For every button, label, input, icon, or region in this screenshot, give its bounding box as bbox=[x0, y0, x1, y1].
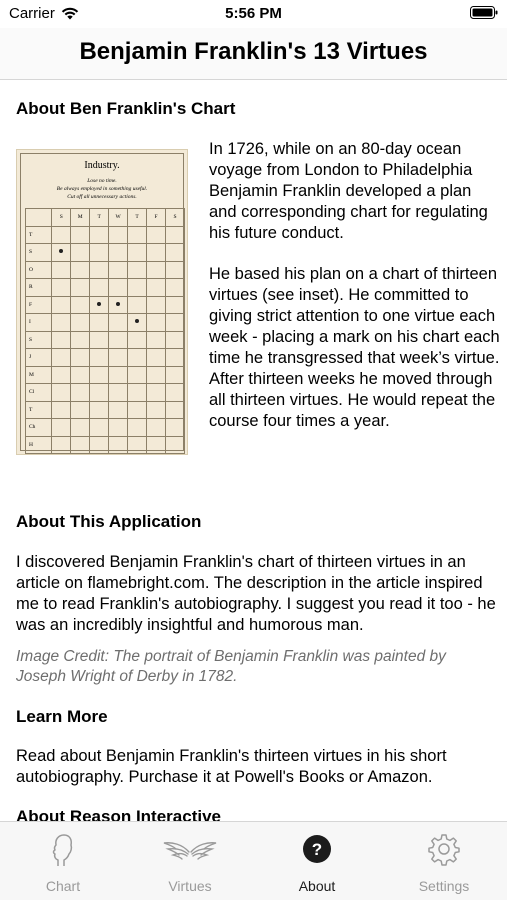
grid-day-header: S bbox=[166, 209, 185, 227]
grid-cell bbox=[166, 419, 185, 437]
grid-cell bbox=[109, 401, 128, 419]
grid-row-label: Cl bbox=[26, 384, 52, 402]
grid-row-label: F bbox=[26, 296, 52, 314]
grid-cell bbox=[52, 314, 71, 332]
grid-cell bbox=[128, 261, 147, 279]
transgression-mark bbox=[135, 319, 139, 323]
grid-day-header: S bbox=[52, 209, 71, 227]
virtue-grid-header bbox=[26, 209, 185, 227]
grid-row bbox=[26, 401, 185, 419]
grid-cell bbox=[128, 366, 147, 384]
grid-cell bbox=[166, 296, 185, 314]
tab-chart[interactable] bbox=[0, 822, 126, 900]
about-reason-heading: About Reason Interactive bbox=[16, 807, 221, 821]
transgression-mark bbox=[116, 302, 120, 306]
grid-cell bbox=[90, 384, 109, 402]
transgression-mark bbox=[97, 302, 101, 306]
grid-cell bbox=[71, 261, 90, 279]
grid-cell bbox=[147, 349, 166, 367]
chart-image-title: Industry. bbox=[84, 160, 120, 171]
about-chart-heading: About Ben Franklin's Chart bbox=[16, 99, 236, 118]
grid-cell bbox=[109, 279, 128, 297]
grid-row-label: J bbox=[26, 349, 52, 367]
grid-cell bbox=[90, 279, 109, 297]
question-circle-icon bbox=[300, 832, 334, 866]
svg-text:?: ? bbox=[311, 840, 323, 859]
grid-cell bbox=[71, 384, 90, 402]
grid-row-label: T bbox=[26, 401, 52, 419]
grid-row-label: I bbox=[26, 314, 52, 332]
grid-cell bbox=[166, 314, 185, 332]
grid-cell bbox=[90, 349, 109, 367]
grid-cell bbox=[71, 244, 90, 262]
grid-cell bbox=[109, 244, 128, 262]
grid-cell bbox=[52, 261, 71, 279]
grid-cell bbox=[166, 349, 185, 367]
about-chart-paragraph-2: He based his plan on a chart of thirteen virtues (see inset). He committed to giving strict attention to one virtue each week - placing a mark on his chart each time he transgressed that week’s virtue. After thirteen weeks he moved through all thirteen virtues. He would repeat the course four times a year. bbox=[209, 265, 500, 430]
grid-cell bbox=[71, 436, 90, 454]
grid-cell bbox=[90, 401, 109, 419]
grid-cell bbox=[109, 349, 128, 367]
tab-about[interactable] bbox=[254, 822, 380, 900]
grid-cell bbox=[71, 366, 90, 384]
grid-row bbox=[26, 436, 185, 454]
about-app-paragraph: I discovered Benjamin Franklin's chart of thirteen virtues in an article on flamebright.com. The description in the article inspired me to read Franklin's autobiography. I suggest you read it too - he was an incredibly insightful and humorous man. bbox=[16, 553, 496, 634]
grid-row-label: O bbox=[26, 261, 52, 279]
grid-cell bbox=[128, 296, 147, 314]
grid-cell bbox=[90, 419, 109, 437]
chart-image-line1: Lose no time. bbox=[87, 178, 117, 184]
grid-row bbox=[26, 349, 185, 367]
grid-cell bbox=[128, 436, 147, 454]
grid-cell bbox=[90, 314, 109, 332]
grid-cell bbox=[90, 226, 109, 244]
transgression-mark bbox=[59, 249, 63, 253]
grid-row-label: H bbox=[26, 436, 52, 454]
grid-cell bbox=[166, 401, 185, 419]
grid-cell bbox=[90, 436, 109, 454]
grid-cell bbox=[147, 296, 166, 314]
virtues-chart-image bbox=[16, 149, 188, 455]
franklin-silhouette-icon bbox=[46, 832, 80, 868]
grid-cell bbox=[52, 349, 71, 367]
grid-cell bbox=[109, 436, 128, 454]
tab-virtues[interactable] bbox=[127, 822, 253, 900]
image-credit: Image Credit: The portrait of Benjamin Franklin was painted by Joseph Wright of Derby in 1782. bbox=[16, 648, 446, 685]
grid-row-label: R bbox=[26, 279, 52, 297]
grid-cell bbox=[109, 226, 128, 244]
grid-cell bbox=[166, 436, 185, 454]
chart-image-line3: Cut off all unnecessary actions. bbox=[67, 194, 137, 200]
grid-cell bbox=[147, 384, 166, 402]
grid-row-label: S bbox=[26, 331, 52, 349]
grid-day-header: T bbox=[128, 209, 147, 227]
chart-image-grid bbox=[25, 208, 185, 454]
grid-cell bbox=[71, 279, 90, 297]
grid-cell bbox=[90, 296, 109, 314]
grid-cell bbox=[166, 331, 185, 349]
grid-cell bbox=[147, 401, 166, 419]
grid-cell bbox=[71, 349, 90, 367]
grid-cell bbox=[71, 314, 90, 332]
grid-cell bbox=[90, 366, 109, 384]
wings-icon bbox=[162, 832, 218, 866]
grid-cell bbox=[109, 296, 128, 314]
grid-cell bbox=[52, 226, 71, 244]
grid-cell bbox=[166, 226, 185, 244]
grid-row-label: S bbox=[26, 244, 52, 262]
grid-cell bbox=[128, 384, 147, 402]
grid-cell bbox=[52, 296, 71, 314]
grid-cell bbox=[109, 419, 128, 437]
grid-cell bbox=[52, 419, 71, 437]
tab-virtues-label: Virtues bbox=[168, 878, 212, 894]
grid-cell bbox=[166, 366, 185, 384]
tab-settings[interactable] bbox=[381, 822, 507, 900]
grid-day-header: W bbox=[109, 209, 128, 227]
about-app-heading: About This Application bbox=[16, 512, 202, 531]
grid-cell bbox=[147, 314, 166, 332]
gear-icon bbox=[427, 832, 461, 866]
grid-cell bbox=[109, 331, 128, 349]
learn-more-paragraph: Read about Benjamin Franklin's thirteen virtues in his short autobiography. Purchase it at Powell's Books or Amazon. bbox=[16, 747, 447, 786]
grid-cell bbox=[128, 331, 147, 349]
tab-bar bbox=[0, 821, 507, 900]
page-title: Benjamin Franklin's 13 Virtues bbox=[79, 38, 428, 65]
grid-row bbox=[26, 419, 185, 437]
tab-chart-label: Chart bbox=[45, 878, 81, 894]
grid-cell bbox=[147, 436, 166, 454]
grid-cell bbox=[147, 226, 166, 244]
grid-cell bbox=[166, 244, 185, 262]
grid-cell bbox=[90, 331, 109, 349]
grid-cell bbox=[71, 401, 90, 419]
grid-cell bbox=[52, 384, 71, 402]
grid-row-label: Ch bbox=[26, 419, 52, 437]
grid-cell bbox=[166, 384, 185, 402]
grid-row-label: T bbox=[26, 226, 52, 244]
grid-cell bbox=[52, 436, 71, 454]
about-content[interactable] bbox=[0, 80, 507, 821]
grid-cell bbox=[52, 331, 71, 349]
grid-cell bbox=[147, 261, 166, 279]
learn-more-heading: Learn More bbox=[16, 707, 108, 726]
grid-cell bbox=[128, 226, 147, 244]
status-bar bbox=[0, 0, 507, 28]
grid-row bbox=[26, 296, 185, 314]
status-time: 5:56 PM bbox=[225, 5, 282, 22]
grid-cell bbox=[71, 419, 90, 437]
grid-cell bbox=[109, 314, 128, 332]
battery-icon bbox=[470, 6, 498, 23]
grid-cell bbox=[128, 279, 147, 297]
about-chart-paragraph-1: In 1726, while on an 80-day ocean voyage from London to Philadelphia Benjamin Franklin developed a plan and corresponding chart for regulating his future conduct. bbox=[209, 140, 488, 242]
grid-cell bbox=[52, 366, 71, 384]
grid-day-header: T bbox=[90, 209, 109, 227]
grid-cell bbox=[109, 261, 128, 279]
grid-cell bbox=[52, 244, 71, 262]
grid-cell bbox=[147, 331, 166, 349]
grid-row bbox=[26, 366, 185, 384]
grid-cell bbox=[109, 384, 128, 402]
carrier-label: Carrier bbox=[9, 5, 55, 22]
grid-cell bbox=[52, 401, 71, 419]
grid-row bbox=[26, 244, 185, 262]
grid-row bbox=[26, 384, 185, 402]
grid-row-label: M bbox=[26, 366, 52, 384]
chart-image-line2: Be always employed in something useful. bbox=[56, 186, 148, 192]
navigation-bar bbox=[0, 28, 507, 80]
tab-about-label: About bbox=[298, 878, 336, 894]
virtue-grid-table bbox=[25, 208, 185, 454]
grid-row bbox=[26, 279, 185, 297]
grid-day-header: M bbox=[71, 209, 90, 227]
grid-cell bbox=[147, 419, 166, 437]
grid-cell bbox=[90, 244, 109, 262]
grid-cell bbox=[147, 366, 166, 384]
grid-cell bbox=[109, 366, 128, 384]
grid-cell bbox=[90, 261, 109, 279]
grid-corner bbox=[26, 209, 52, 227]
grid-cell bbox=[128, 401, 147, 419]
grid-row bbox=[26, 314, 185, 332]
grid-cell bbox=[128, 314, 147, 332]
grid-cell bbox=[71, 331, 90, 349]
grid-cell bbox=[71, 226, 90, 244]
grid-cell bbox=[128, 419, 147, 437]
grid-row bbox=[26, 261, 185, 279]
grid-cell bbox=[128, 349, 147, 367]
grid-row bbox=[26, 226, 185, 244]
grid-day-header: F bbox=[147, 209, 166, 227]
grid-cell bbox=[147, 244, 166, 262]
grid-cell bbox=[128, 244, 147, 262]
grid-cell bbox=[147, 279, 166, 297]
grid-row bbox=[26, 331, 185, 349]
grid-cell bbox=[166, 261, 185, 279]
tab-settings-label: Settings bbox=[418, 878, 470, 894]
grid-cell bbox=[166, 279, 185, 297]
grid-cell bbox=[52, 279, 71, 297]
grid-cell bbox=[71, 296, 90, 314]
